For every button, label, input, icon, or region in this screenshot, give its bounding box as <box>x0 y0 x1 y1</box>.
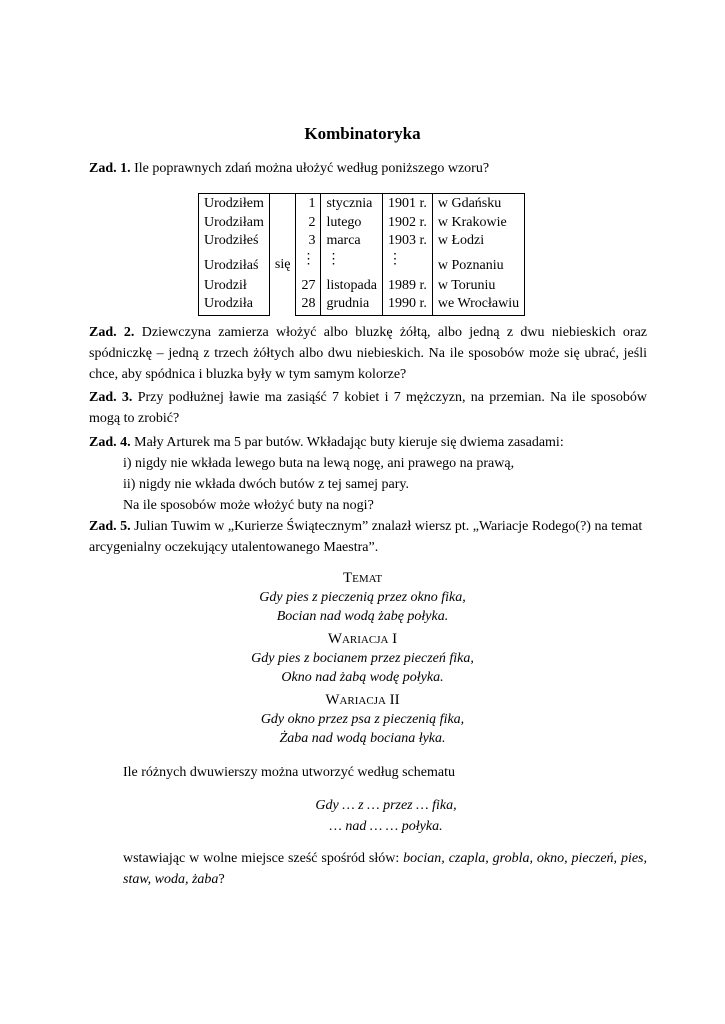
table-row <box>199 295 525 315</box>
year-cell: 1903 r. <box>382 232 432 251</box>
month-cell: grudnia <box>321 295 383 315</box>
task-5 <box>89 516 647 558</box>
place-cell: w Gdańsku <box>432 194 524 214</box>
month-cell: stycznia <box>321 194 383 214</box>
place-cell: w Krakowie <box>432 214 524 233</box>
task-3-text: Przy podłużnej ławie ma zasiąść 7 kobiet i 7 mężczyzn, na przemian. Na ile sposobów mogą to zrobić? <box>89 390 647 426</box>
day-cell: ⋮ <box>296 251 321 277</box>
task-4-rule-2: ii) nigdy nie wkłada dwóch butów z tej samej pary. <box>123 477 410 492</box>
wariacja-2-line-1: Gdy okno przez psa z pieczenią fika, <box>260 712 465 727</box>
verb-cell: Urodził <box>199 277 270 296</box>
table-row <box>199 214 525 233</box>
year-cell: 1902 r. <box>382 214 432 233</box>
verb-cell: Urodziłem <box>199 194 270 214</box>
wariacja-1-line-2: Okno nad żabą wodę połyka. <box>281 670 444 685</box>
temat-line-1: Gdy pies z pieczenią przez okno fika, <box>259 590 466 605</box>
temat-heading: Temat <box>342 570 383 586</box>
month-cell: lutego <box>321 214 383 233</box>
table-row <box>199 232 525 251</box>
day-cell: 28 <box>296 295 321 315</box>
year-cell: 1901 r. <box>382 194 432 214</box>
place-cell: we Wrocławiu <box>432 295 524 315</box>
task-5-question: Ile różnych dwuwierszy można utworzyć według schematu <box>123 765 455 780</box>
task-5-label: Zad. 5. <box>89 519 131 534</box>
day-cell: 3 <box>296 232 321 251</box>
place-cell: w Poznaniu <box>432 251 524 277</box>
day-cell: 1 <box>296 194 321 214</box>
task-5-final-text: wstawiając w wolne miejsce sześć spośród słów: <box>123 851 400 866</box>
task-4 <box>89 432 647 516</box>
wariacja-2-line-2: Żaba nad wodą bociana łyka. <box>279 731 446 746</box>
place-cell: w Toruniu <box>432 277 524 296</box>
poem-block <box>0 568 725 748</box>
task-1-text: Ile poprawnych zdań można ułożyć według poniższego wzoru? <box>134 161 490 176</box>
task-2 <box>89 322 647 385</box>
wariacja-1-heading: Wariacja I <box>327 631 398 647</box>
sie-word: się <box>274 257 291 273</box>
year-cell: 1989 r. <box>382 277 432 296</box>
month-cell: ⋮ <box>321 251 383 277</box>
year-cell: ⋮ <box>382 251 432 277</box>
task-1-label: Zad. 1. <box>89 161 131 176</box>
month-cell: marca <box>321 232 383 251</box>
table-row <box>199 251 525 277</box>
place-cell: w Łodzi <box>432 232 524 251</box>
day-cell: 2 <box>296 214 321 233</box>
task-2-text: Dziewczyna zamierza włożyć albo bluzkę żółtą, albo jedną z dwu niebieskich oraz spódniczkę – jedną z trzech żółtych albo dwu niebieskich. Na ile sposobów może się ubrać, jeśli chce, aby spódnica i bluzka były w tym samym kolorze? <box>89 325 648 382</box>
verb-cell: Urodziłam <box>199 214 270 233</box>
table-row <box>199 194 525 214</box>
sie-cell <box>269 194 296 316</box>
task-5-final-end: ? <box>218 872 225 887</box>
task-5-word-list: bocian, czapla, grobla, okno, pieczeń, pies, staw, woda, żaba <box>123 851 647 887</box>
wariacja-2-heading: Wariacja II <box>325 692 400 708</box>
wariacja-1-line-1: Gdy pies z bocianem przez pieczeń fika, <box>251 651 474 666</box>
verb-cell: Urodziła <box>199 295 270 315</box>
task-4-label: Zad. 4. <box>89 435 131 450</box>
temat-line-2: Bocian nad wodą żabę połyka. <box>276 609 449 624</box>
verb-cell: Urodziłeś <box>199 232 270 251</box>
task-2-label: Zad. 2. <box>89 325 135 340</box>
task-5-text: Julian Tuwim w „Kurierze Świątecznym” znalazł wiersz pt. „Wariacje Rodego(?) na temat arcygenialny oczekujący utalentowanego Maestra”. <box>89 519 643 555</box>
schema-block <box>0 795 725 837</box>
month-cell: listopada <box>321 277 383 296</box>
day-cell: 27 <box>296 277 321 296</box>
sentence-pattern-table <box>198 193 525 316</box>
schema-line-1: Gdy … z … przez … fika, <box>315 798 457 813</box>
task-4-rule-1: i) nigdy nie wkłada lewego buta na lewą nogę, ani prawego na prawą, <box>123 456 515 471</box>
task-5-final <box>123 848 647 890</box>
verb-cell: Urodziłaś <box>199 251 270 277</box>
task-3-label: Zad. 3. <box>89 390 133 405</box>
task-4-text: Mały Arturek ma 5 par butów. Wkładając buty kieruje się dwiema zasadami: <box>134 435 564 450</box>
task-1 <box>89 158 647 179</box>
task-4-question: Na ile sposobów może włożyć buty na nogi? <box>123 498 374 513</box>
task-3 <box>89 387 647 429</box>
schema-line-2: … nad … … połyka. <box>329 819 443 834</box>
table-row <box>199 277 525 296</box>
page-title: Kombinatoryka <box>304 124 421 143</box>
year-cell: 1990 r. <box>382 295 432 315</box>
